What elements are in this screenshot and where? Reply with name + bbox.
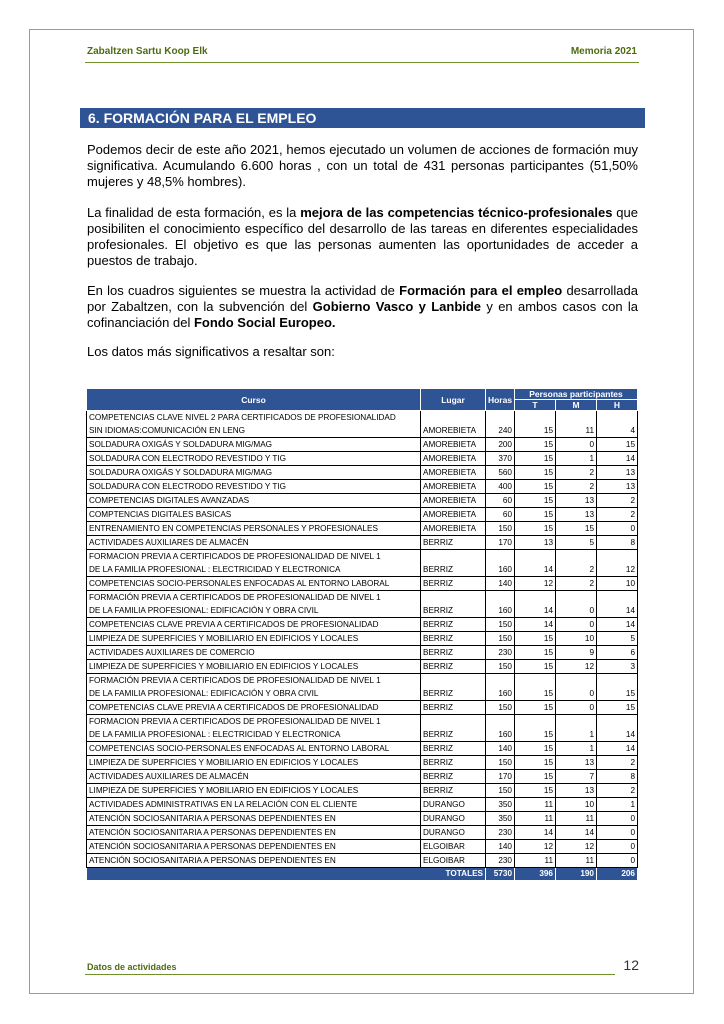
- total-participants-cell: 15: [515, 522, 556, 536]
- hours-cell: 400: [486, 480, 515, 494]
- men-cell: 2: [597, 494, 638, 508]
- location-cell: BERRIZ: [421, 674, 486, 701]
- course-name-line-1: COMPETENCIAS DIGITALES AVANZADAS: [89, 496, 250, 505]
- course-name-line-1: COMPETENCIAS CLAVE PREVIA A CERTIFICADOS DE PROFESIONALIDAD: [89, 703, 379, 712]
- total-participants-cell: 14: [515, 826, 556, 840]
- location-cell: ELGOIBAR: [421, 854, 486, 868]
- totals-label: TOTALES: [87, 868, 486, 881]
- course-name-line-1: ATENCIÓN SOCIOSANITARIA A PERSONAS DEPENDIENTES EN: [89, 856, 336, 865]
- course-name-line-1: FORMACION PREVIA A CERTIFICADOS DE PROFESIONALIDAD DE NIVEL 1: [89, 552, 381, 561]
- course-name-line-2: DE LA FAMILIA PROFESIONAL : ELECTRICIDAD Y ELECTRONICA: [89, 565, 341, 574]
- total-participants-cell: 11: [515, 854, 556, 868]
- course-name-line-1: LIMPIEZA DE SUPERFICIES Y MOBILIARIO EN EDIFICIOS Y LOCALES: [89, 634, 359, 643]
- men-cell: 3: [597, 660, 638, 674]
- hours-cell: 170: [486, 536, 515, 550]
- location-cell: AMOREBIETA: [421, 452, 486, 466]
- women-cell: 15: [556, 522, 597, 536]
- hours-cell: 160: [486, 674, 515, 701]
- women-cell: 1: [556, 452, 597, 466]
- header-h: H: [597, 400, 638, 411]
- men-cell: 2: [597, 784, 638, 798]
- hours-cell: 230: [486, 826, 515, 840]
- women-cell: 13: [556, 508, 597, 522]
- men-cell: 14: [597, 452, 638, 466]
- table-row: [87, 494, 638, 508]
- men-cell: 13: [597, 466, 638, 480]
- location-cell: BERRIZ: [421, 660, 486, 674]
- table-row: [87, 618, 638, 632]
- location-cell: DURANGO: [421, 826, 486, 840]
- men-cell: 14: [597, 618, 638, 632]
- table-row: [87, 480, 638, 494]
- women-cell: 2: [556, 466, 597, 480]
- location-cell: AMOREBIETA: [421, 466, 486, 480]
- men-cell: 0: [597, 854, 638, 868]
- men-cell: 8: [597, 536, 638, 550]
- location-cell: AMOREBIETA: [421, 480, 486, 494]
- total-participants-cell: 15: [515, 660, 556, 674]
- footer-section-label: Datos de actividades: [87, 962, 177, 972]
- hours-cell: 230: [486, 646, 515, 660]
- men-cell: 2: [597, 508, 638, 522]
- totals-row: [87, 868, 638, 881]
- men-cell: 0: [597, 826, 638, 840]
- table-row: [87, 784, 638, 798]
- table-row: [87, 715, 638, 742]
- course-name-line-1: SOLDADURA CON ELECTRODO REVESTIDO Y TIG: [89, 482, 286, 491]
- hours-cell: 150: [486, 632, 515, 646]
- course-name-cell: [87, 494, 421, 508]
- table-row: [87, 701, 638, 715]
- men-cell: 8: [597, 770, 638, 784]
- course-name-line-2: DE LA FAMILIA PROFESIONAL: EDIFICACIÓN Y OBRA CIVIL: [89, 689, 319, 698]
- men-cell: 14: [597, 591, 638, 618]
- total-participants-cell: 15: [515, 452, 556, 466]
- hours-cell: 150: [486, 660, 515, 674]
- location-cell: BERRIZ: [421, 756, 486, 770]
- women-cell: 5: [556, 536, 597, 550]
- page-number: 12: [623, 957, 639, 973]
- total-participants-cell: 14: [515, 550, 556, 577]
- hours-cell: 160: [486, 550, 515, 577]
- total-participants-cell: 15: [515, 438, 556, 452]
- total-participants-cell: 13: [515, 536, 556, 550]
- header-m: M: [556, 400, 597, 411]
- header-organization: Zabaltzen Sartu Koop Elk: [87, 46, 208, 57]
- men-cell: 10: [597, 577, 638, 591]
- footer-divider: [85, 974, 615, 975]
- total-participants-cell: 15: [515, 646, 556, 660]
- location-cell: BERRIZ: [421, 742, 486, 756]
- men-cell: 6: [597, 646, 638, 660]
- location-cell: BERRIZ: [421, 784, 486, 798]
- location-cell: ELGOIBAR: [421, 840, 486, 854]
- course-name-cell: [87, 411, 421, 438]
- table-row: [87, 550, 638, 577]
- hours-cell: 140: [486, 577, 515, 591]
- men-cell: 14: [597, 715, 638, 742]
- course-name-cell: [87, 840, 421, 854]
- course-name-cell: [87, 660, 421, 674]
- women-cell: 0: [556, 591, 597, 618]
- total-participants-cell: 14: [515, 591, 556, 618]
- hours-cell: 350: [486, 798, 515, 812]
- location-cell: BERRIZ: [421, 701, 486, 715]
- women-cell: 0: [556, 618, 597, 632]
- table-row: [87, 770, 638, 784]
- women-cell: 1: [556, 715, 597, 742]
- total-participants-cell: 12: [515, 840, 556, 854]
- location-cell: AMOREBIETA: [421, 522, 486, 536]
- total-participants-cell: 15: [515, 508, 556, 522]
- hours-cell: 150: [486, 784, 515, 798]
- total-participants-cell: 15: [515, 480, 556, 494]
- paragraph-purpose-text-c: que posibiliten el conocimiento específico del desarrollo de las tareas en diferentes especialidades profesionales. El objetivo es que las personas aumenten las oportunidades de acceder a puestos de trabajo.: [87, 205, 638, 268]
- location-cell: DURANGO: [421, 798, 486, 812]
- paragraph-activity-text-e: y en ambos casos con la cofinanciación del: [87, 299, 639, 330]
- table-row: [87, 854, 638, 868]
- table-row: [87, 660, 638, 674]
- location-cell: BERRIZ: [421, 770, 486, 784]
- location-cell: BERRIZ: [421, 536, 486, 550]
- men-cell: 2: [597, 756, 638, 770]
- table-row: [87, 742, 638, 756]
- table-row: [87, 632, 638, 646]
- location-cell: AMOREBIETA: [421, 508, 486, 522]
- total-participants-cell: 11: [515, 812, 556, 826]
- course-name-line-1: ATENCIÓN SOCIOSANITARIA A PERSONAS DEPENDIENTES EN: [89, 828, 336, 837]
- location-cell: DURANGO: [421, 812, 486, 826]
- total-participants-cell: 15: [515, 701, 556, 715]
- course-name-cell: [87, 756, 421, 770]
- men-cell: 0: [597, 840, 638, 854]
- totals-m: 190: [556, 868, 597, 881]
- location-cell: AMOREBIETA: [421, 411, 486, 438]
- table-row: [87, 452, 638, 466]
- course-name-line-1: ATENCIÓN SOCIOSANITARIA A PERSONAS DEPENDIENTES EN: [89, 842, 336, 851]
- course-name-cell: [87, 591, 421, 618]
- course-name-cell: [87, 742, 421, 756]
- course-name-line-1: ACTIVIDADES ADMINISTRATIVAS EN LA RELACIÓN CON EL CLIENTE: [89, 800, 358, 809]
- hours-cell: 150: [486, 522, 515, 536]
- paragraph-purpose-bold: mejora de las competencias técnico-profesionales: [300, 205, 613, 220]
- hours-cell: 170: [486, 770, 515, 784]
- location-cell: BERRIZ: [421, 591, 486, 618]
- course-name-line-1: ACTIVIDADES AUXILIARES DE ALMACÉN: [89, 538, 249, 547]
- women-cell: 11: [556, 854, 597, 868]
- total-participants-cell: 15: [515, 494, 556, 508]
- total-participants-cell: 15: [515, 784, 556, 798]
- women-cell: 11: [556, 411, 597, 438]
- course-name-cell: [87, 770, 421, 784]
- course-name-line-1: COMPTENCIAS DIGITALES BASICAS: [89, 510, 232, 519]
- hours-cell: 140: [486, 742, 515, 756]
- hours-cell: 160: [486, 591, 515, 618]
- table-row: [87, 756, 638, 770]
- course-name-line-1: FORMACIÓN PREVIA A CERTIFICADOS DE PROFESIONALIDAD DE NIVEL 1: [89, 676, 381, 685]
- women-cell: 7: [556, 770, 597, 784]
- course-name-line-2: SIN IDIOMAS:COMUNICACIÓN EN LENG: [89, 426, 246, 435]
- table-row: [87, 466, 638, 480]
- course-name-line-1: SOLDADURA OXIGÁS Y SOLDADURA MIG/MAG: [89, 468, 273, 477]
- totals-horas: 5730: [486, 868, 515, 881]
- hours-cell: 370: [486, 452, 515, 466]
- totals-t: 396: [515, 868, 556, 881]
- women-cell: 0: [556, 674, 597, 701]
- header-curso: Curso: [87, 389, 421, 411]
- table-row: [87, 591, 638, 618]
- course-name-cell: [87, 701, 421, 715]
- course-name-line-1: ACTIVIDADES AUXILIARES DE COMERCIO: [89, 648, 255, 657]
- total-participants-cell: 11: [515, 798, 556, 812]
- course-name-cell: [87, 522, 421, 536]
- header-horas: Horas: [486, 389, 515, 411]
- table-row: [87, 840, 638, 854]
- total-participants-cell: 15: [515, 632, 556, 646]
- location-cell: BERRIZ: [421, 577, 486, 591]
- course-name-cell: [87, 508, 421, 522]
- table-row: [87, 646, 638, 660]
- women-cell: 1: [556, 742, 597, 756]
- course-name-cell: [87, 480, 421, 494]
- table-row: [87, 577, 638, 591]
- course-name-cell: [87, 812, 421, 826]
- total-participants-cell: 15: [515, 715, 556, 742]
- hours-cell: 150: [486, 701, 515, 715]
- table-row: [87, 438, 638, 452]
- course-name-cell: [87, 826, 421, 840]
- women-cell: 13: [556, 756, 597, 770]
- paragraph-purpose-text-a: La finalidad de esta formación, es la: [87, 205, 301, 220]
- location-cell: BERRIZ: [421, 550, 486, 577]
- total-participants-cell: 15: [515, 742, 556, 756]
- header-report-title: Memoria 2021: [570, 46, 637, 57]
- men-cell: 15: [597, 701, 638, 715]
- table-row: [87, 411, 638, 438]
- course-name-cell: [87, 674, 421, 701]
- location-cell: BERRIZ: [421, 618, 486, 632]
- hours-cell: 160: [486, 715, 515, 742]
- section-title: 6. FORMACIÓN PARA EL EMPLEO: [80, 108, 645, 128]
- header-divider: [85, 62, 639, 63]
- course-name-line-1: ACTIVIDADES AUXILIARES DE ALMACÉN: [89, 772, 249, 781]
- course-name-line-1: ATENCIÓN SOCIOSANITARIA A PERSONAS DEPENDIENTES EN: [89, 814, 336, 823]
- men-cell: 4: [597, 411, 638, 438]
- totals-h: 206: [597, 868, 638, 881]
- paragraph-activity-bold-1: Formación para el empleo: [399, 283, 563, 298]
- course-name-line-1: LIMPIEZA DE SUPERFICIES Y MOBILIARIO EN EDIFICIOS Y LOCALES: [89, 662, 359, 671]
- men-cell: 0: [597, 522, 638, 536]
- paragraph-activity-bold-2: Gobierno Vasco y Lanbide: [312, 299, 482, 314]
- women-cell: 10: [556, 798, 597, 812]
- hours-cell: 60: [486, 508, 515, 522]
- course-name-line-1: SOLDADURA OXIGÁS Y SOLDADURA MIG/MAG: [89, 440, 273, 449]
- hours-cell: 350: [486, 812, 515, 826]
- course-name-cell: [87, 550, 421, 577]
- header-t: T: [515, 400, 556, 411]
- men-cell: 15: [597, 674, 638, 701]
- paragraph-lead-in: Los datos más significativos a resaltar son:: [87, 344, 335, 359]
- course-name-cell: [87, 632, 421, 646]
- paragraph-purpose: [87, 205, 638, 269]
- women-cell: 10: [556, 632, 597, 646]
- course-name-line-1: COMPETENCIAS CLAVE PREVIA A CERTIFICADOS DE PROFESIONALIDAD: [89, 620, 379, 629]
- location-cell: BERRIZ: [421, 646, 486, 660]
- course-name-cell: [87, 536, 421, 550]
- course-name-line-2: DE LA FAMILIA PROFESIONAL: EDIFICACIÓN Y OBRA CIVIL: [89, 606, 319, 615]
- women-cell: 2: [556, 480, 597, 494]
- table-row: [87, 508, 638, 522]
- hours-cell: 200: [486, 438, 515, 452]
- women-cell: 11: [556, 812, 597, 826]
- women-cell: 12: [556, 660, 597, 674]
- men-cell: 1: [597, 798, 638, 812]
- course-name-cell: [87, 466, 421, 480]
- hours-cell: 150: [486, 756, 515, 770]
- course-name-cell: [87, 646, 421, 660]
- table-row: [87, 522, 638, 536]
- paragraph-activity: [87, 283, 638, 331]
- table-row: [87, 536, 638, 550]
- course-name-line-1: LIMPIEZA DE SUPERFICIES Y MOBILIARIO EN EDIFICIOS Y LOCALES: [89, 786, 359, 795]
- course-name-line-2: DE LA FAMILIA PROFESIONAL : ELECTRICIDAD Y ELECTRONICA: [89, 730, 341, 739]
- location-cell: AMOREBIETA: [421, 494, 486, 508]
- hours-cell: 230: [486, 854, 515, 868]
- paragraph-intro: Podemos decir de este año 2021, hemos ejecutado un volumen de acciones de formación muy significativa. Acumulando 6.600 horas , con un total de 431 personas participantes (51,50% mujeres y 48,5% hombres).: [87, 142, 638, 189]
- header-lugar: Lugar: [421, 389, 486, 411]
- course-name-cell: [87, 438, 421, 452]
- women-cell: 0: [556, 701, 597, 715]
- men-cell: 5: [597, 632, 638, 646]
- course-name-line-1: LIMPIEZA DE SUPERFICIES Y MOBILIARIO EN EDIFICIOS Y LOCALES: [89, 758, 359, 767]
- hours-cell: 60: [486, 494, 515, 508]
- header-personas: Personas participantes: [515, 389, 638, 400]
- paragraph-activity-text-c: desarrollada por Zabaltzen, con la subvención del: [87, 283, 639, 314]
- women-cell: 2: [556, 550, 597, 577]
- total-participants-cell: 15: [515, 770, 556, 784]
- men-cell: 15: [597, 438, 638, 452]
- course-name-cell: [87, 618, 421, 632]
- hours-cell: 560: [486, 466, 515, 480]
- women-cell: 13: [556, 494, 597, 508]
- course-name-line-1: ENTRENAMIENTO EN COMPETENCIAS PERSONALES Y PROFESIONALES: [89, 524, 378, 533]
- men-cell: 0: [597, 812, 638, 826]
- men-cell: 12: [597, 550, 638, 577]
- women-cell: 12: [556, 840, 597, 854]
- location-cell: BERRIZ: [421, 715, 486, 742]
- table-row: [87, 674, 638, 701]
- hours-cell: 140: [486, 840, 515, 854]
- course-name-cell: [87, 784, 421, 798]
- total-participants-cell: 14: [515, 618, 556, 632]
- paragraph-activity-bold-3: Fondo Social Europeo.: [193, 315, 336, 330]
- hours-cell: 150: [486, 618, 515, 632]
- location-cell: AMOREBIETA: [421, 438, 486, 452]
- course-name-cell: [87, 798, 421, 812]
- courses-table-body: [87, 411, 638, 868]
- women-cell: 9: [556, 646, 597, 660]
- course-name-cell: [87, 854, 421, 868]
- table-row: [87, 798, 638, 812]
- total-participants-cell: 15: [515, 674, 556, 701]
- total-participants-cell: 15: [515, 756, 556, 770]
- course-name-cell: [87, 452, 421, 466]
- location-cell: BERRIZ: [421, 632, 486, 646]
- men-cell: 14: [597, 742, 638, 756]
- total-participants-cell: 15: [515, 466, 556, 480]
- paragraph-activity-text-a: En los cuadros siguientes se muestra la actividad de: [87, 283, 400, 298]
- total-participants-cell: 12: [515, 577, 556, 591]
- women-cell: 0: [556, 438, 597, 452]
- women-cell: 13: [556, 784, 597, 798]
- course-name-cell: [87, 577, 421, 591]
- table-row: [87, 826, 638, 840]
- course-name-line-1: COMPETENCIAS SOCIO-PERSONALES ENFOCADAS AL ENTORNO LABORAL: [89, 579, 390, 588]
- course-name-line-1: FORMACION PREVIA A CERTIFICADOS DE PROFESIONALIDAD DE NIVEL 1: [89, 717, 381, 726]
- total-participants-cell: 15: [515, 411, 556, 438]
- courses-table: [86, 388, 638, 881]
- women-cell: 2: [556, 577, 597, 591]
- course-name-line-1: FORMACIÓN PREVIA A CERTIFICADOS DE PROFESIONALIDAD DE NIVEL 1: [89, 593, 381, 602]
- course-name-cell: [87, 715, 421, 742]
- men-cell: 13: [597, 480, 638, 494]
- course-name-line-1: COMPETENCIAS SOCIO-PERSONALES ENFOCADAS AL ENTORNO LABORAL: [89, 744, 390, 753]
- course-name-line-1: COMPETENCIAS CLAVE NIVEL 2 PARA CERTIFICADOS DE PROFESIONALIDAD: [89, 413, 396, 422]
- hours-cell: 240: [486, 411, 515, 438]
- women-cell: 14: [556, 826, 597, 840]
- course-name-line-1: SOLDADURA CON ELECTRODO REVESTIDO Y TIG: [89, 454, 286, 463]
- table-row: [87, 812, 638, 826]
